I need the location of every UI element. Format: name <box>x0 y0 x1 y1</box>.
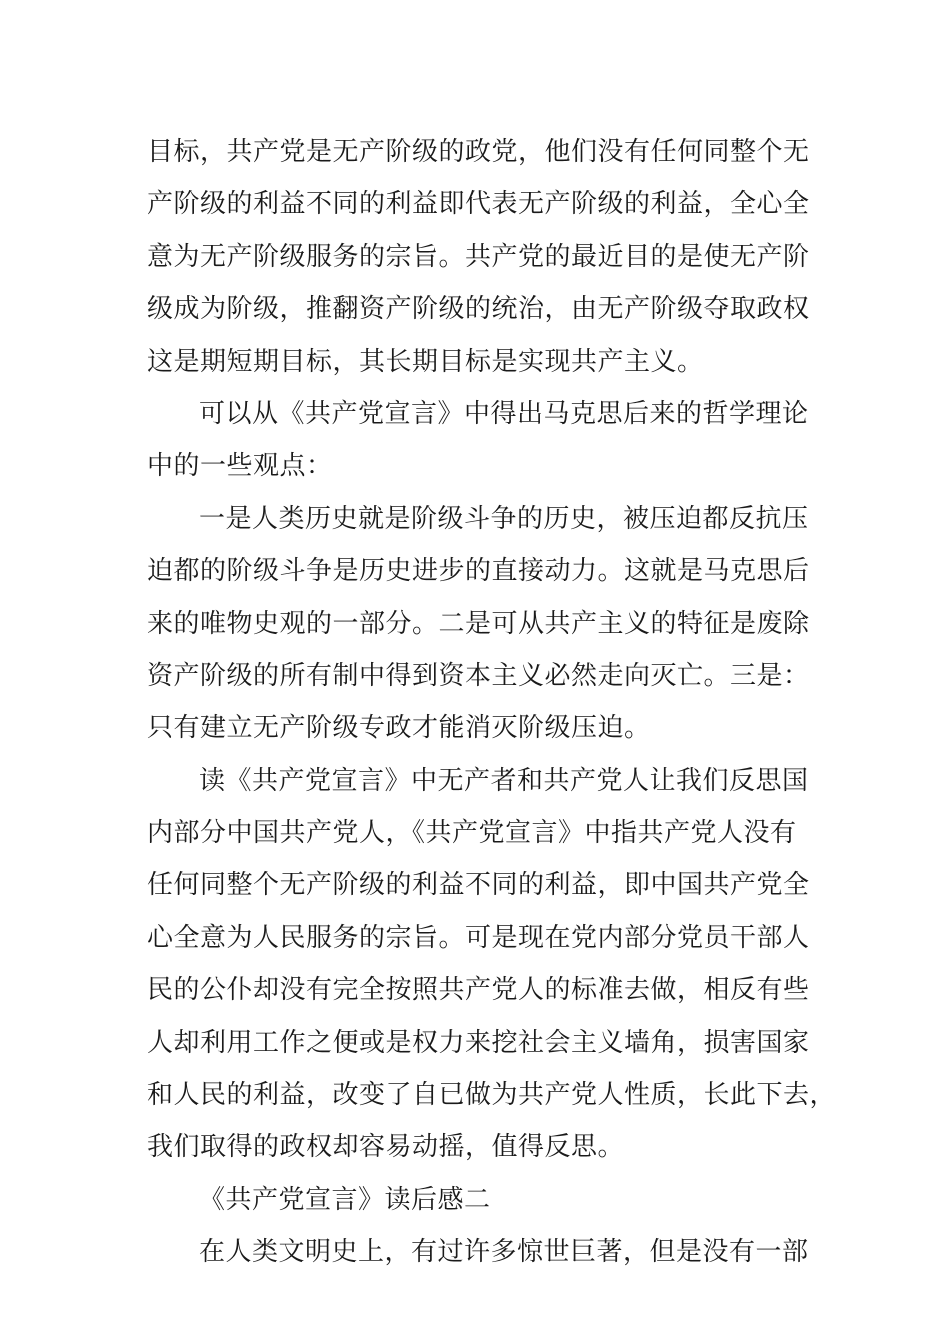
paragraph-start-line-6: 可以从《共产党宣言》中得出马克思后来的哲学理论 <box>199 398 809 429</box>
paragraph-start-line-22: 在人类文明史上，有过许多惊世巨著，但是没有一部 <box>199 1237 809 1268</box>
text-line-18: 人却利用工作之便或是权力来挖社会主义墙角，损害国家 <box>147 1027 810 1058</box>
document-body <box>147 126 837 1279</box>
text-line-9: 迫都的阶级斗争是历史进步的直接动力。这就是马克思后 <box>147 556 810 587</box>
text-line-11: 资产阶级的所有制中得到资本主义必然走向灭亡。三是： <box>147 660 810 691</box>
section-heading: 《共产党宣言》读后感二 <box>199 1184 491 1215</box>
text-line-2: 产阶级的利益不同的利益即代表无产阶级的利益，全心全 <box>147 189 810 220</box>
text-line-5: 这是期短期目标，其长期目标是实现共产主义。 <box>147 346 704 377</box>
text-line-20: 我们取得的政权却容易动摇，值得反思。 <box>147 1132 625 1163</box>
text-line-7: 中的一些观点： <box>147 451 333 482</box>
text-line-3: 意为无产阶级服务的宗旨。共产党的最近目的是使无产阶 <box>147 241 810 272</box>
text-line-4: 级成为阶级，推翻资产阶级的统治，由无产阶级夺取政权 <box>147 294 810 325</box>
text-line-12: 只有建立无产阶级专政才能消灭阶级压迫。 <box>147 713 651 744</box>
paragraph-start-line-13: 读《共产党宣言》中无产者和共产党人让我们反思国 <box>199 765 809 796</box>
text-line-19: 和人民的利益，改变了自已做为共产党人性质，长此下去， <box>147 1080 837 1111</box>
text-line-17: 民的公仆却没有完全按照共产党人的标准去做，相反有些 <box>147 975 810 1006</box>
text-line-1: 目标，共产党是无产阶级的政党，他们没有任何同整个无 <box>147 137 810 167</box>
text-line-10: 来的唯物史观的一部分。二是可从共产主义的特征是废除 <box>147 608 810 639</box>
text-line-15: 任何同整个无产阶级的利益不同的利益，即中国共产党全 <box>147 870 810 901</box>
text-line-16: 心全意为人民服务的宗旨。可是现在党内部分党员干部人 <box>147 922 810 953</box>
text-line-14: 内部分中国共产党人，《共产党宣言》中指共产党人没有 <box>147 818 797 849</box>
paragraph-start-line-8: 一是人类历史就是阶级斗争的历史，被压迫都反抗压 <box>199 503 809 534</box>
